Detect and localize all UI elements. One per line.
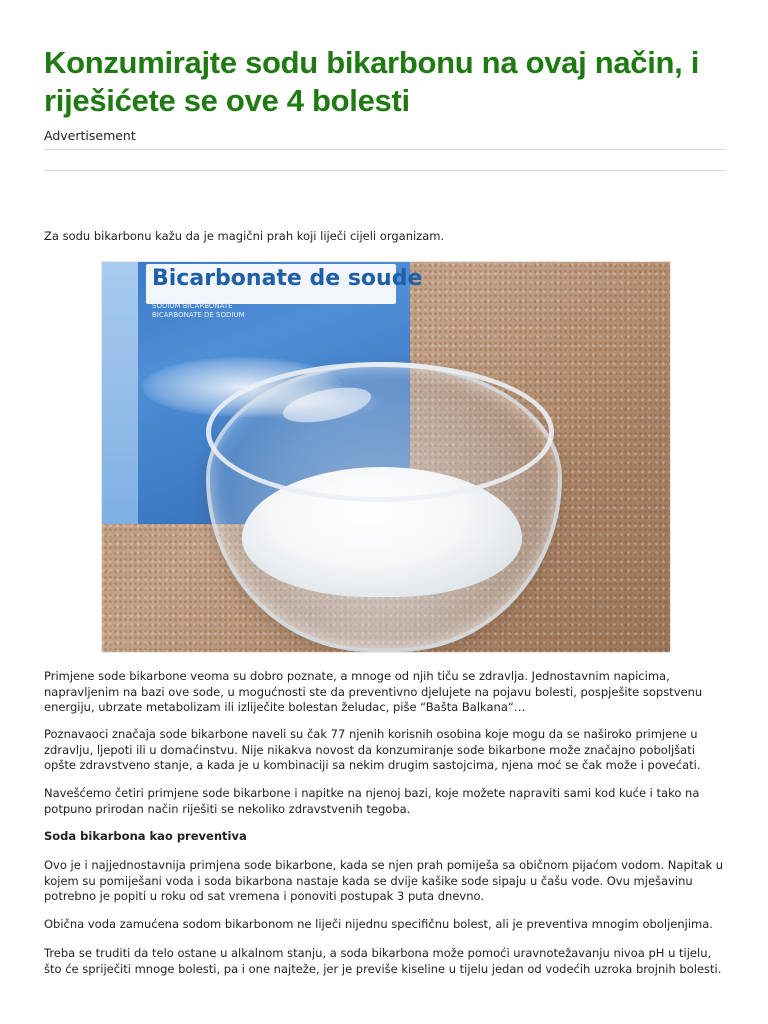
box-label-text: Bicarbonate de soude	[152, 266, 423, 291]
body-paragraph: Primjene sode bikarbone veoma su dobro poznate, a mnoge od njih tiču se zdravlja. Jednostavnim napicima, napravljenim na bazi ove sode, u mogućnosti ste da preventivno djelujete na pojavu bolesti, pospješite sopstvenu energiju, ubrzate metabolizam ili izliječite bolestan želudac, piše “Bašta Balkana“…	[44, 669, 703, 714]
section-heading: Soda bikarbona kao preventiva	[44, 829, 247, 843]
body-paragraph: Poznavaoci značaja sode bikarbone naveli su čak 77 njenih korisnih osobina koje mogu da se naširoko primjene u zdravlju, ljepoti ili u domaćinstvu. Nije nikakva novost da konzumiranje sode bikarbone može značajno poboljšati opšte zdravstveno stanje, a kada je u kombinaciji sa nekim drugim sastojcima, njena moć se čak može i povećati.	[44, 727, 701, 772]
box-side-panel	[102, 262, 138, 524]
divider-top	[44, 149, 726, 150]
box-small-text: SODIUM BICARBONATE BICARBONATE DE SODIUM	[152, 302, 245, 319]
intro-paragraph: Za sodu bikarbonu kažu da je magični prah koji liječi cijeli organizam.	[44, 229, 445, 243]
bowl-rim	[206, 362, 554, 502]
advertisement-label: Advertisement	[44, 128, 136, 143]
divider-bottom	[44, 170, 726, 171]
section-paragraph: Treba se truditi da telo ostane u alkalnom stanju, a soda bikarbona može pomoći uravnotežavanju nivoa pH u tijelu, što će spriječiti mnoge bolesti, pa i one najteže, jer je previše kiseline u tijelu jedan od vodećih uzroka brojnih bolesti.	[44, 946, 722, 976]
article-photo	[101, 261, 671, 653]
article-title: Konzumirajte sodu bikarbonu na ovaj način, i riješićete se ove 4 bolesti	[44, 45, 700, 118]
section-paragraph: Ovo je i najjednostavnija primjena sode bikarbone, kada se njen prah pomiješa sa običnom pijaćom vodom. Napitak u kojem su pomiješani voda i soda bikarbona nastaje kada se dvije kašike sode sipaju u čašu vode. Ovu mješavinu potrebno je popiti u roku od sat vremena i ponoviti postupak 3 puta dnevno.	[44, 858, 724, 903]
body-paragraph: Navešćemo četiri primjene sode bikarbone i napitke na njenoj bazi, koje možete napraviti sami kod kuće i tako na potpuno prirodan način riješiti se nekoliko zdravstvenih tegoba.	[44, 786, 700, 816]
section-paragraph: Obična voda zamućena sodom bikarbonom ne liječi nijednu specifičnu bolest, ali je preventiva mnogim oboljenjima.	[44, 917, 713, 931]
